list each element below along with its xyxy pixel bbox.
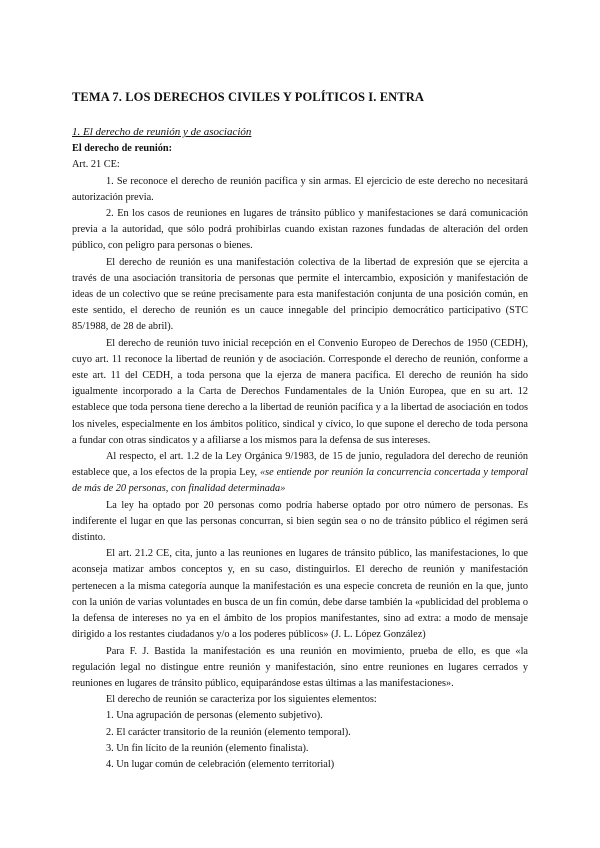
list-item: 3. Un fin lícito de la reunión (elemento finalista). bbox=[106, 742, 309, 754]
document-title: TEMA 7. LOS DERECHOS CIVILES Y POLÍTICOS I. ENTRA bbox=[72, 90, 424, 104]
body-paragraph-7: El derecho de reunión se caracteriza por los siguientes elementos: bbox=[106, 694, 377, 706]
article-paragraph-1: 1. Se reconoce el derecho de reunión pacífica y sin armas. El ejercicio de este derecho no necesitará autorización previa. bbox=[72, 175, 528, 203]
body-paragraph-3 bbox=[72, 449, 528, 498]
section-heading: 1. El derecho de reunión y de asociación bbox=[72, 126, 252, 138]
body-paragraph-6: Para F. J. Bastida la manifestación es una reunión en movimiento, prueba de ello, es que «la regulación legal no distingue entre reunión y manifestación, sino entre reuniones en lugares cerrados y reuniones en lugares de tránsito público, equiparándose estas últimas a las manifestaciones». bbox=[72, 645, 528, 689]
body-paragraph-4: La ley ha optado por 20 personas como podría haberse optado por otro número de personas. Es indiferente el lugar en que las personas concurran, si bien según sea o no de tránsito público el régimen será distinto. bbox=[72, 499, 528, 544]
body-paragraph-5: El art. 21.2 CE, cita, junto a las reuniones en lugares de tránsito público, las manifestaciones, lo que aconseja matizar ambos conceptos y, en su caso, distinguirlos. El derecho de reunión y manifestación pertenecen a la misma categoría aunque la manifestación es una especie concreta de reunión en la que, junto con la unión de varias voluntades en busca de un fin común, debe darse también la «publicidad del problema o la defensa de intereses no ya en el ámbito de los propios manifestantes, sino ad extra: a modo de mensaje dirigido a los restantes ciudadanos y/o a los poderes públicos» (J. L. López González) bbox=[72, 548, 528, 641]
document-body bbox=[72, 124, 528, 773]
body-paragraph-1: El derecho de reunión es una manifestación colectiva de la libertad de expresión que se ejercita a través de una asociación transitoria de personas que permite el intercambio, exposición y manifestación de ideas de un colectivo que se reúne precisamente para esta manifestación conjunta de una posición común, en este sentido, el derecho de reunión es un cauce innegable del principio democrático participativo (STC 85/1988, de 28 de abril). bbox=[72, 256, 528, 333]
list-item: 1. Una agrupación de personas (elemento subjetivo). bbox=[106, 710, 323, 722]
body-paragraph-2: El derecho de reunión tuvo inicial recepción en el Convenio Europeo de Derechos de 1950 (CEDH), cuyo art. 11 reconoce la libertad de reunión y de asociación. Corresponde el derecho de reunión, conforme a este art. 11 del CEDH, a toda persona que la ejerza de manera pacífica. El derecho de reunión ha sido igualmente incorporado a la Carta de Derechos Fundamentales de la Unión Europea, que en su art. 12 establece que toda persona tiene derecho a la libertad de reunión pacífica y a la libertad de asociación en todos los niveles, especialmente en los ámbitos político, sindical y cívico, lo que supone el derecho de toda persona a fundar con otras sindicatos y a afiliarse a los mismos para la defensa de sus intereses. bbox=[72, 337, 528, 446]
article-paragraph-2: 2. En los casos de reuniones en lugares de tránsito público y manifestaciones se dará comunicación previa a la autoridad, que sólo podrá prohibirlas cuando existan razones fundadas de alteración del orden público, con peligro para personas o bienes. bbox=[72, 208, 528, 252]
article-reference: Art. 21 CE: bbox=[72, 159, 120, 171]
legal-definition-quote: «se entiende por reunión la concurrencia concertada y temporal de más de 20 personas, con finalidad determinada» bbox=[72, 467, 529, 495]
list-item: 2. El carácter transitorio de la reunión (elemento temporal). bbox=[106, 726, 351, 738]
subheading: El derecho de reunión: bbox=[72, 143, 173, 155]
list-item: 4. Un lugar común de celebración (elemento territorial) bbox=[106, 758, 335, 770]
paragraph-3-text: Al respecto, el art. 1.2 de la Ley Orgánica 9/1983, de 15 de junio, reguladora del derecho de reunión establece que, a los efectos de la propia Ley, bbox=[72, 451, 528, 479]
